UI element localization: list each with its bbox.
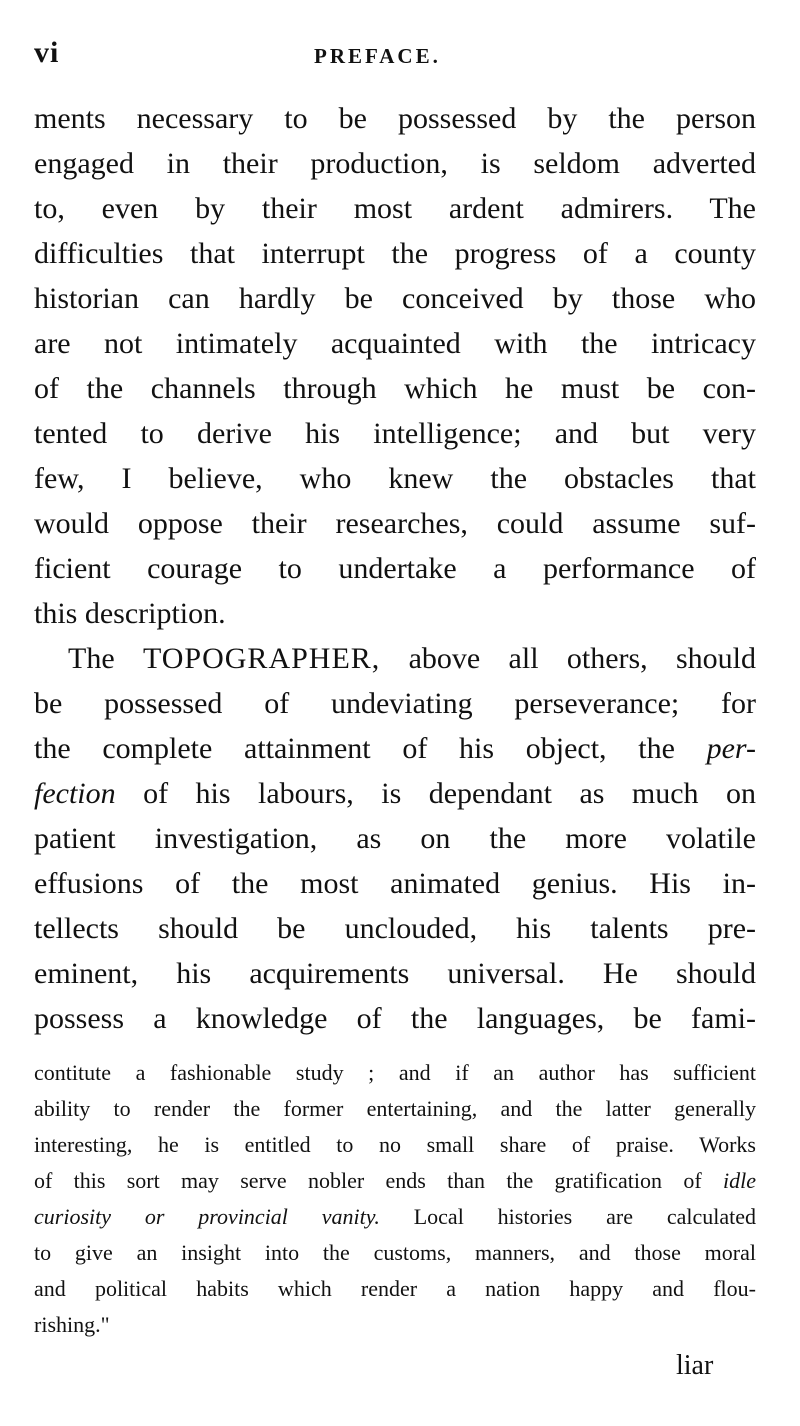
italic-term: per- bbox=[706, 732, 756, 765]
text-line: this description. bbox=[34, 597, 226, 630]
text-line bbox=[34, 771, 756, 816]
catchword: liar bbox=[676, 1350, 714, 1381]
text-fragment: above all others, should bbox=[380, 642, 757, 675]
text-line: would oppose their researches, could assume suf- bbox=[34, 507, 756, 540]
text-line bbox=[34, 636, 756, 681]
footnote-line: to give an insight into the customs, manners, and those moral bbox=[34, 1240, 756, 1265]
italic-term: fection bbox=[34, 777, 116, 810]
text-line: are not intimately acquainted with the intricacy bbox=[34, 327, 756, 360]
italic-term: curiosity or provincial vanity. bbox=[34, 1204, 380, 1229]
text-line: tented to derive his intelligence; and but very bbox=[34, 417, 756, 450]
text-line: patient investigation, as on the more volatile bbox=[34, 822, 756, 855]
footnote-line: rishing." bbox=[34, 1312, 110, 1337]
footnote-line: ability to render the former entertaining, and the latter generally bbox=[34, 1096, 756, 1121]
text-line: engaged in their production, is seldom adverted bbox=[34, 147, 756, 180]
text-line: few, I believe, who knew the obstacles that bbox=[34, 462, 756, 495]
footnote-line bbox=[34, 1199, 756, 1235]
text-line: to, even by their most ardent admirers. The bbox=[34, 192, 756, 225]
text-line: eminent, his acquirements universal. He should bbox=[34, 957, 756, 990]
footnote-line: and political habits which render a nation happy and flou- bbox=[34, 1276, 756, 1301]
text-fragment: of his labours, is dependant as much on bbox=[115, 777, 756, 810]
text-line: be possessed of undeviating perseverance; for bbox=[34, 687, 756, 720]
footnote-line bbox=[34, 1163, 756, 1199]
footnote-line: interesting, he is entitled to no small share of praise. Works bbox=[34, 1132, 756, 1157]
text-line: of the channels through which he must be con- bbox=[34, 372, 756, 405]
text-line: historian can hardly be conceived by those who bbox=[34, 282, 756, 315]
footnote bbox=[34, 1055, 756, 1343]
text-line: effusions of the most animated genius. His in- bbox=[34, 867, 756, 900]
text-line: difficulties that interrupt the progress of a county bbox=[34, 237, 756, 270]
text-line: ments necessary to be possessed by the person bbox=[34, 102, 756, 135]
text-line: possess a knowledge of the languages, be fami- bbox=[34, 1002, 756, 1035]
text-fragment: of this sort may serve nobler ends than the gratification of bbox=[34, 1168, 723, 1193]
footnote-line: contitute a fashionable study ; and if an author has sufficient bbox=[34, 1060, 756, 1085]
text-line: ficient courage to undertake a performance of bbox=[34, 552, 756, 585]
text-line bbox=[34, 726, 756, 771]
main-text bbox=[34, 96, 756, 1041]
running-head: PREFACE. bbox=[314, 44, 441, 68]
text-fragment: Local histories are calculated bbox=[379, 1204, 756, 1229]
page-header bbox=[34, 36, 754, 76]
topographer-term: TOPOGRAPHER, bbox=[142, 642, 381, 675]
text-fragment: the complete attainment of his object, the bbox=[34, 732, 707, 765]
page-number: vi bbox=[34, 36, 60, 69]
italic-term: idle bbox=[723, 1168, 756, 1193]
text-line: tellects should be unclouded, his talents pre- bbox=[34, 912, 756, 945]
text-fragment: The bbox=[68, 642, 143, 675]
